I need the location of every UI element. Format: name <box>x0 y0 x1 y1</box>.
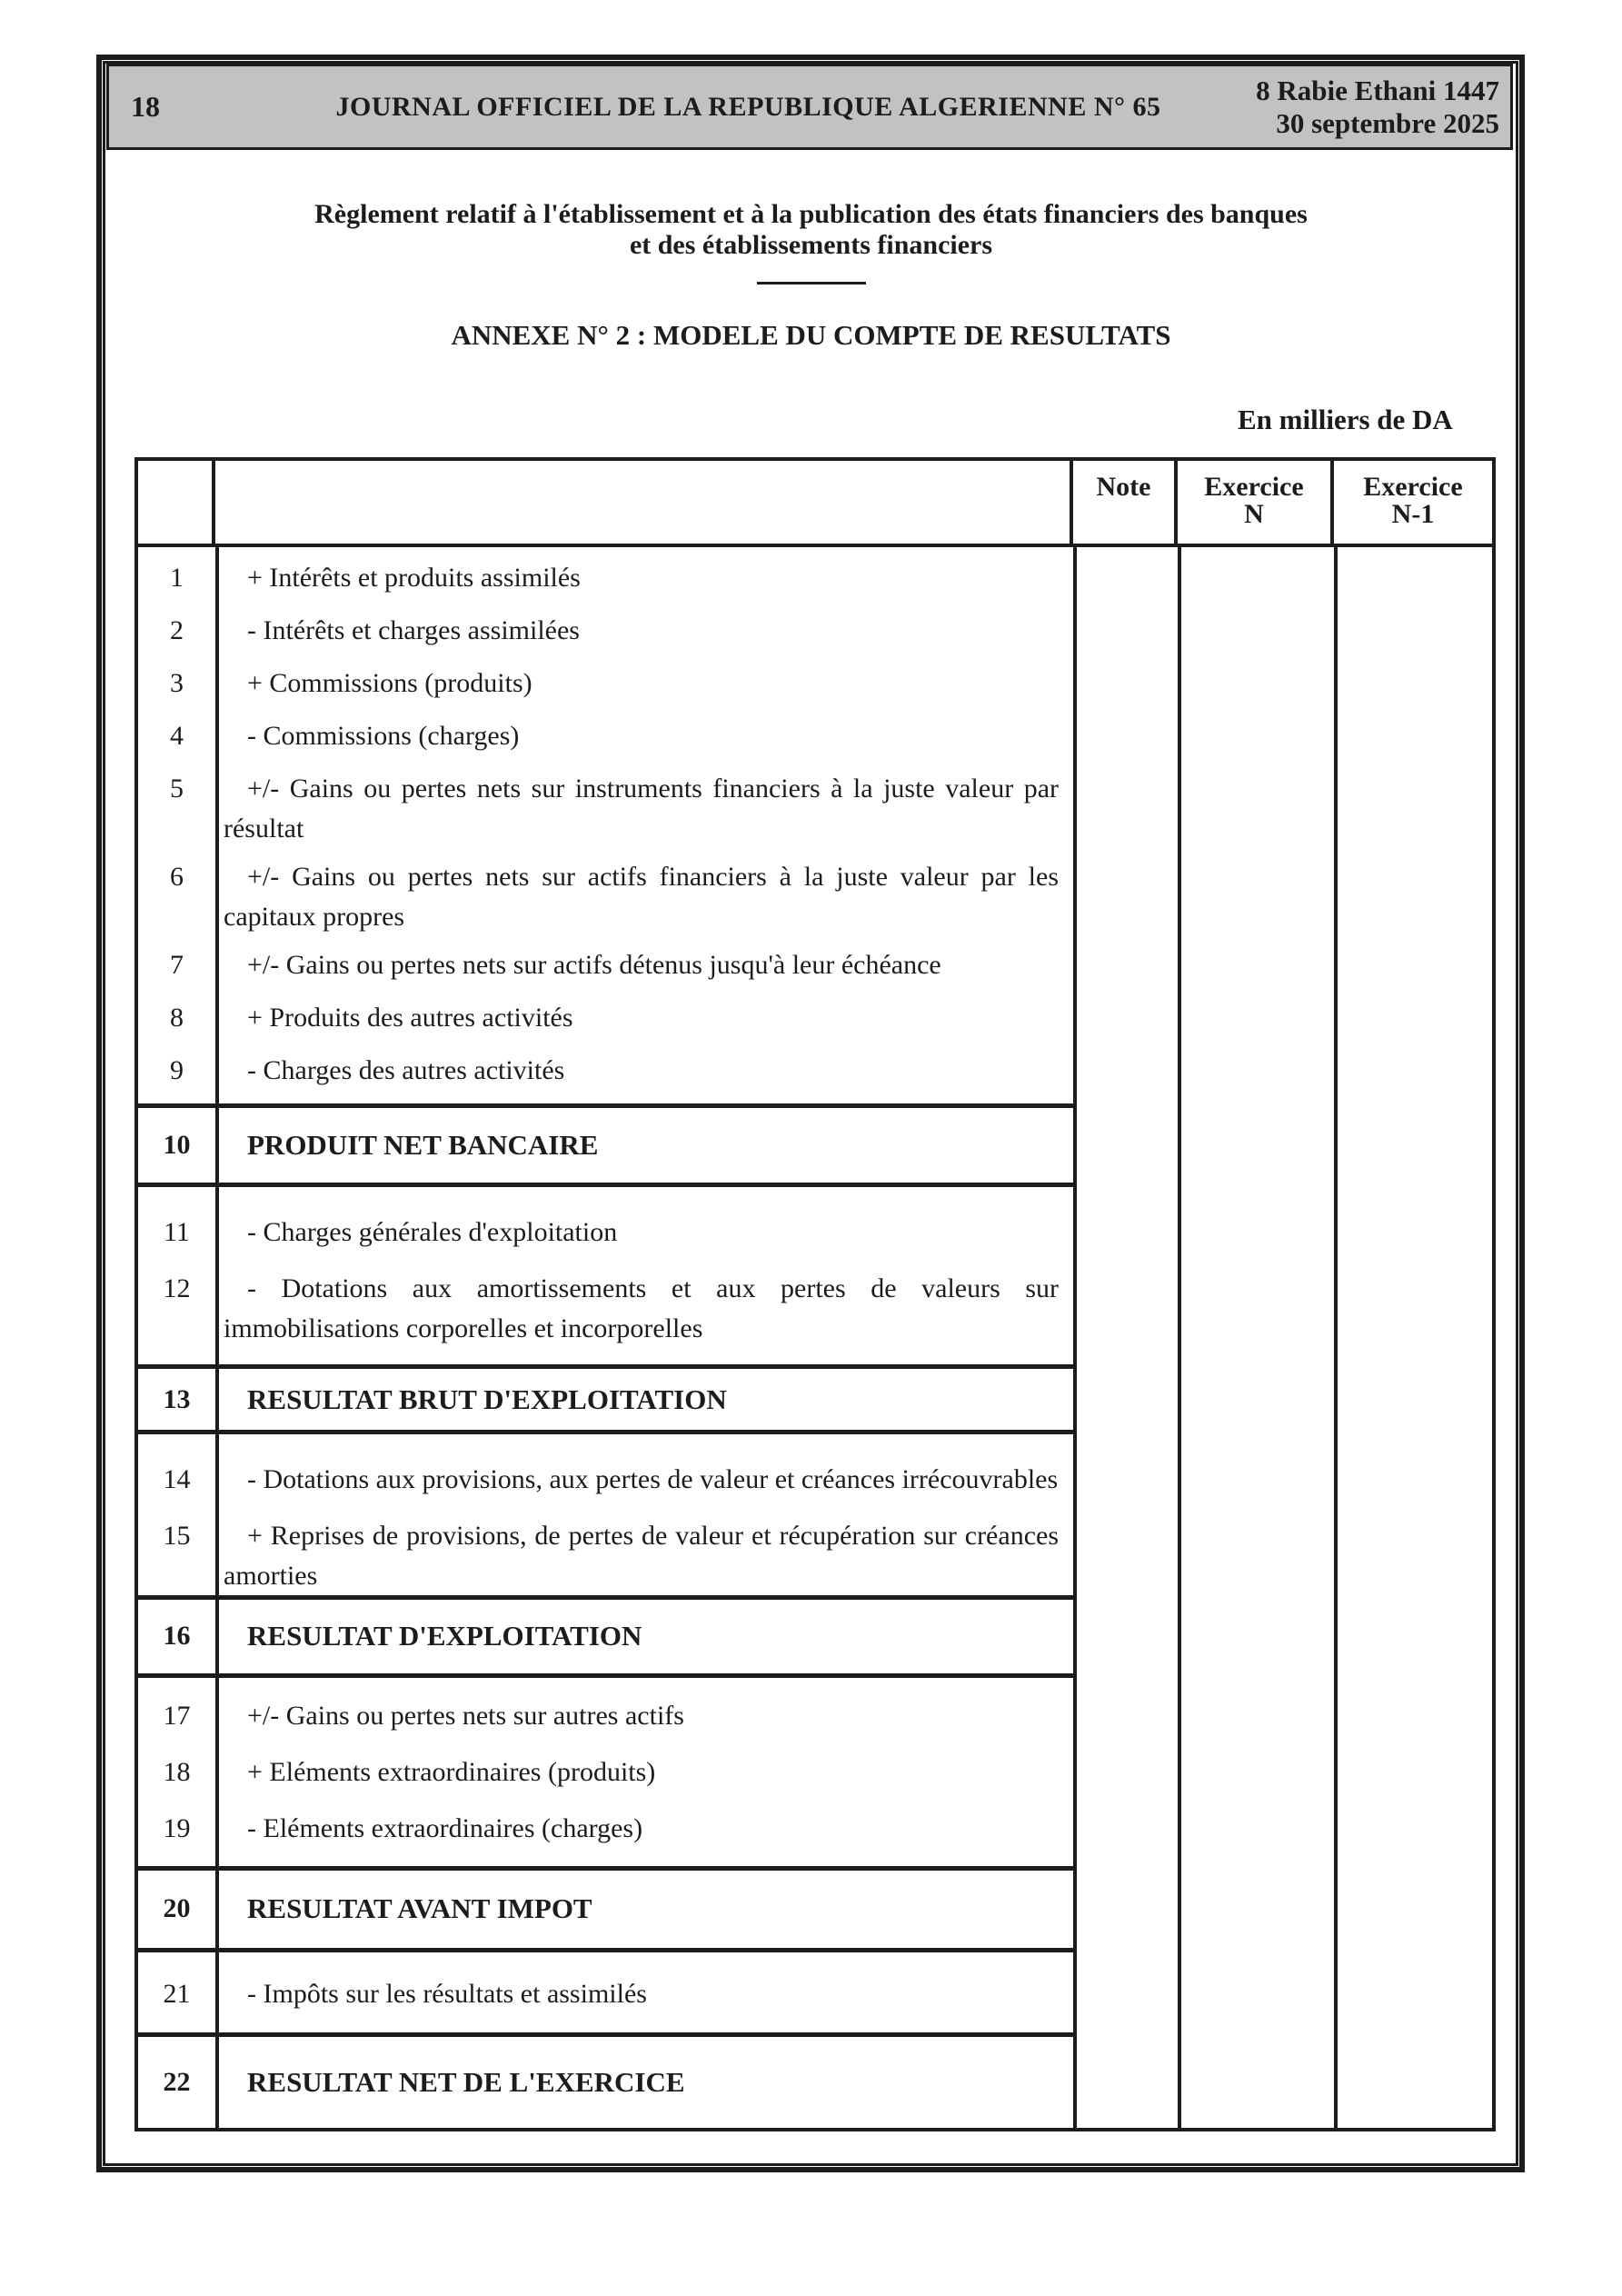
section-total-block <box>138 1369 1073 1434</box>
table-row <box>138 1809 1073 1865</box>
table-row <box>138 857 1073 945</box>
row-number: 8 <box>170 1003 184 1033</box>
table-body-left <box>138 547 1073 2128</box>
masthead-bar <box>106 64 1513 150</box>
row-number: 9 <box>170 1055 184 1085</box>
row-label: RESULTAT D'EXPLOITATION <box>247 1620 642 1652</box>
table-row <box>138 1974 1073 2027</box>
regulation-title-line2: et des établissements financiers <box>629 230 993 260</box>
row-label: PRODUIT NET BANCAIRE <box>247 1128 599 1161</box>
row-number: 17 <box>163 1700 191 1731</box>
row-number: 2 <box>170 615 184 645</box>
regulation-title-line1: Règlement relatif à l'établissement et à la publication des états financiers des banques <box>314 199 1308 229</box>
table-body <box>138 547 1492 2128</box>
issue-dates <box>1224 75 1510 140</box>
row-number: 1 <box>170 563 184 593</box>
row-label: - Dotations aux amortissements et aux pertes de valeurs sur immobilisations corporelles et incorporelles <box>224 1273 1059 1343</box>
row-label: - Charges générales d'exploitation <box>247 1216 618 1247</box>
row-number: 7 <box>170 950 184 980</box>
table-row <box>138 1380 1073 1420</box>
table-row <box>138 1213 1073 1269</box>
row-number: 10 <box>163 1129 191 1160</box>
row-label: - Impôts sur les résultats et assimilés <box>247 1979 647 2010</box>
row-number: 15 <box>163 1521 191 1552</box>
header-cell-number <box>138 461 215 544</box>
line-items-block <box>138 547 1073 1108</box>
header-cell-note: Note <box>1070 461 1174 544</box>
table-row <box>138 1460 1073 1516</box>
row-label: - Commissions (charges) <box>247 721 520 751</box>
section-total-block <box>138 1871 1073 1953</box>
row-label: +/- Gains ou pertes nets sur actifs détenus jusqu'à leur échéance <box>247 950 941 980</box>
date-hijri: 8 Rabie Ethani 1447 <box>1256 74 1499 106</box>
header-cell-label <box>215 461 1070 544</box>
date-gregorian: 30 septembre 2025 <box>1276 106 1499 139</box>
row-number: 19 <box>163 1812 191 1843</box>
row-label: + Reprises de provisions, de pertes de valeur et récupération sur créances amorties <box>224 1521 1059 1592</box>
regulation-title <box>0 199 1622 261</box>
table-header-row <box>138 461 1492 547</box>
table-row <box>138 1269 1073 1360</box>
row-label: + Commissions (produits) <box>247 668 532 698</box>
table-body-right <box>1073 547 1492 2128</box>
table-row <box>138 945 1073 998</box>
row-number: 18 <box>163 1756 191 1787</box>
row-number: 21 <box>163 1979 191 2010</box>
row-label: +/- Gains ou pertes nets sur actifs financiers à la juste valeur par les capitaux propres <box>224 862 1059 932</box>
table-row <box>138 1889 1073 1929</box>
exercice-n-value-column <box>1178 547 1334 2128</box>
separator-rule <box>757 282 866 285</box>
header-exercice-n-line2: N <box>1244 499 1264 529</box>
row-label: - Charges des autres activités <box>247 1055 565 1085</box>
table-row <box>138 998 1073 1051</box>
row-label: RESULTAT AVANT IMPOT <box>247 1892 592 1925</box>
row-label: RESULTAT NET DE L'EXERCICE <box>247 2066 685 2099</box>
row-label: RESULTAT BRUT D'EXPLOITATION <box>247 1383 727 1415</box>
journal-title: JOURNAL OFFICIEL DE LA REPUBLIQUE ALGERIENNE N° 65 <box>335 91 1161 122</box>
table-row <box>138 1616 1073 1656</box>
row-label: +/- Gains ou pertes nets sur autres actifs <box>247 1700 684 1731</box>
row-number: 6 <box>170 862 184 892</box>
row-number: 22 <box>163 2067 191 2098</box>
note-value-column <box>1073 547 1178 2128</box>
row-label: - Eléments extraordinaires (charges) <box>247 1812 643 1843</box>
page-number: 18 <box>131 90 160 123</box>
row-label: - Dotations aux provisions, aux pertes de valeur et créances irrécouvrables <box>247 1464 1059 1495</box>
row-number: 16 <box>163 1621 191 1652</box>
row-number: 4 <box>170 721 184 751</box>
table-row <box>138 664 1073 716</box>
table-row <box>138 1516 1073 1593</box>
row-number: 14 <box>163 1464 191 1495</box>
row-number: 13 <box>163 1383 191 1414</box>
table-row <box>138 2062 1073 2102</box>
table-row <box>138 611 1073 664</box>
annex-title: ANNEXE N° 2 : MODELE DU COMPTE DE RESULTATS <box>451 319 1171 351</box>
table-row <box>138 716 1073 769</box>
table-row <box>138 558 1073 611</box>
header-exercice-n-line1: Exercice <box>1204 472 1304 502</box>
header-cell-exercice-n <box>1174 461 1330 544</box>
row-label: + Produits des autres activités <box>247 1003 573 1033</box>
row-label: + Eléments extraordinaires (produits) <box>247 1756 656 1787</box>
section-total-block <box>138 1108 1073 1187</box>
row-label: - Intérêts et charges assimilées <box>247 615 580 645</box>
row-number: 12 <box>163 1273 191 1303</box>
section-total-block <box>138 1600 1073 1678</box>
line-items-block <box>138 1434 1073 1600</box>
table-row <box>138 1051 1073 1103</box>
header-exercice-n1-line1: Exercice <box>1363 472 1463 502</box>
income-statement-table <box>134 457 1496 2131</box>
header-exercice-n1-line2: N-1 <box>1391 499 1435 529</box>
row-number: 11 <box>164 1216 190 1247</box>
row-number: 20 <box>163 1893 191 1924</box>
header-cell-exercice-n1 <box>1330 461 1492 544</box>
row-label: + Intérêts et produits assimilés <box>247 563 581 593</box>
table-row <box>138 1752 1073 1809</box>
row-number: 3 <box>170 668 184 698</box>
exercice-n1-value-column <box>1334 547 1492 2128</box>
table-row <box>138 1696 1073 1752</box>
row-number: 5 <box>170 774 184 804</box>
unit-of-measure-label: En milliers de DA <box>1238 404 1453 435</box>
line-items-block <box>138 1678 1073 1871</box>
row-label: +/- Gains ou pertes nets sur instruments financiers à la juste valeur par résultat <box>224 774 1059 844</box>
section-total-block <box>138 2037 1073 2128</box>
table-row <box>138 769 1073 857</box>
table-row <box>138 1125 1073 1165</box>
line-items-block <box>138 1187 1073 1370</box>
line-items-block <box>138 1952 1073 2037</box>
